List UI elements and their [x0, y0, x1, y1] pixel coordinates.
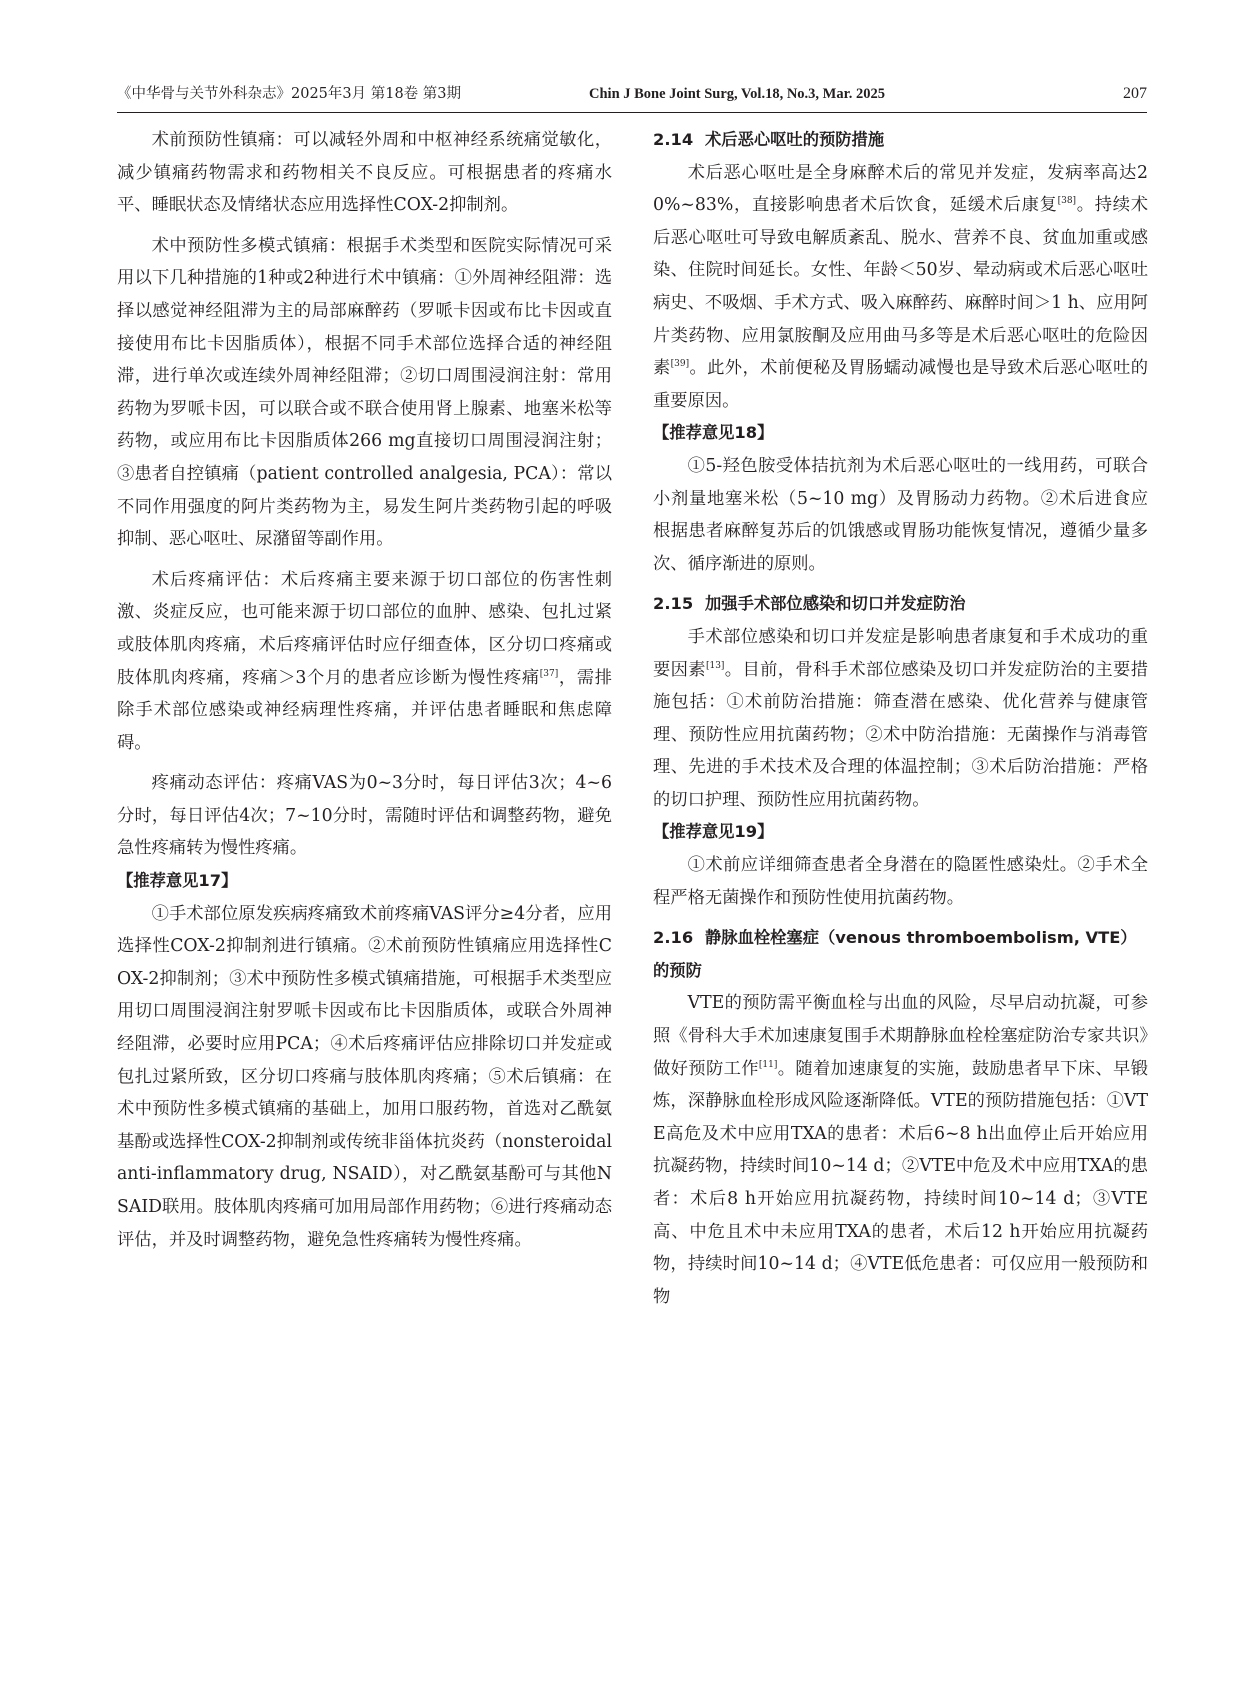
left-column	[117, 124, 612, 1256]
running-header	[117, 80, 1147, 108]
citation: [39]	[670, 359, 690, 370]
paragraph-preop-analgesia: 术前预防性镇痛：可以减轻外周和中枢神经系统痛觉敏化，减少镇痛药物需求和药物相关不良反应。可根据患者的疼痛水平、睡眠状态及情绪状态应用选择性COX-2抑制剂。	[117, 130, 612, 216]
page-number: 207	[1123, 85, 1147, 102]
recommendation-18-title: 【推荐意见18】	[653, 423, 774, 443]
journal-title-cn: 《中华骨与关节外科杂志》2025年3月 第18卷 第3期	[117, 86, 462, 102]
right-column	[653, 124, 1148, 1313]
paragraph-dynamic-assessment: 疼痛动态评估：疼痛VAS为0~3分时，每日评估3次；4~6分时，每日评估4次；7~10分时，需随时评估和调整药物，避免急性疼痛转为慢性疼痛。	[117, 773, 612, 859]
section-2-16-body: VTE的预防需平衡血栓与出血的风险，尽早启动抗凝，可参照《骨科大手术加速康复围手术期静脉血栓栓塞症防治专家共识》做好预防工作[11]。随着加速康复的实施，鼓励患者早下床、早锻炼，深静脉血栓形成风险逐渐降低。VTE的预防措施包括：①VTE高危及术中应用TXA的患者：术后6~8 h出血停止后开始应用抗凝药物，持续时间10~14 d；②VTE中危及术中应用TXA的患者：术后8 h开始应用抗凝药物，持续时间10~14 d；③VTE高、中危且术中未应用TXA的患者，术后12 h开始应用抗凝药物，持续时间10~14 d；④VTE低危患者：可仅应用一般预防和物	[653, 993, 1148, 1307]
recommendation-18-body: ①5-羟色胺受体拮抗剂为术后恶心呕吐的一线用药，可联合小剂量地塞米松（5~10 mg）及胃肠动力药物。②术后进食应根据患者麻醉复苏后的饥饿感或胃肠功能恢复情况，遵循少量多次、循序渐进的原则。	[653, 455, 1148, 574]
paragraph-intraop-analgesia: 术中预防性多模式镇痛：根据手术类型和医院实际情况可采用以下几种措施的1种或2种进行术中镇痛：①外周神经阻滞：选择以感觉神经阻滞为主的局部麻醉药（罗哌卡因或布比卡因或直接使用布比卡因脂质体），根据不同手术部位选择合适的神经阻滞，进行单次或连续外周神经阻滞；②切口周围浸润注射：常用药物为罗哌卡因，可以联合或不联合使用肾上腺素、地塞米松等药物，或应用布比卡因脂质体266 mg直接切口周围浸润注射；③患者自控镇痛（patient controlled analgesia, PCA）：常以不同作用强度的阿片类药物为主，易发生阿片类药物引起的呼吸抑制、恶心呕吐、尿潴留等副作用。	[117, 235, 612, 550]
recommendation-17-body: ①手术部位原发疾病疼痛致术前疼痛VAS评分≥4分者，应用选择性COX-2抑制剂进行镇痛。②术前预防性镇痛应用选择性COX-2抑制剂；③术中预防性多模式镇痛措施，可根据手术类型应用切口周围浸润注射罗哌卡因或布比卡因脂质体，或联合外周神经阻滞，必要时应用PCA；④术后疼痛评估应排除切口并发症或包扎过紧所致，区分切口疼痛与肢体肌肉疼痛；⑤术后镇痛：在术中预防性多模式镇痛的基础上，加用口服药物，首选对乙酰氨基酚或选择性COX-2抑制剂或传统非甾体抗炎药（nonsteroidal anti-inflammatory drug, NSAID），对乙酰氨基酚可与其他NSAID联用。肢体肌肉疼痛可加用局部作用药物；⑥进行疼痛动态评估，并及时调整药物，避免急性疼痛转为慢性疼痛。	[117, 903, 612, 1250]
section-2-14-body: 术后恶心呕吐是全身麻醉术后的常见并发症，发病率高达20%~83%，直接影响患者术后饮食，延缓术后康复[38]。持续术后恶心呕吐可导致电解质紊乱、脱水、营养不良、贫血加重或感染、住院时间延长。女性、年龄＜50岁、晕动病或术后恶心呕吐病史、不吸烟、手术方式、吸入麻醉药、麻醉时间＞1 h、应用阿片类药物、应用氯胺酮及应用曲马多等是术后恶心呕吐的危险因素[39]。此外，术前便秘及胃肠蠕动减慢也是导致术后恶心呕吐的重要原因。	[653, 162, 1148, 411]
citation: [11]	[758, 1059, 778, 1070]
journal-title-en: Chin J Bone Joint Surg, Vol.18, No.3, Mar. 2025	[589, 86, 885, 102]
section-2-14-heading: 2.14 术后恶心呕吐的预防措施	[653, 130, 885, 149]
section-2-15-heading: 2.15 加强手术部位感染和切口并发症防治	[653, 594, 966, 614]
recommendation-19-title: 【推荐意见19】	[653, 822, 774, 842]
citation: [38]	[1057, 196, 1077, 207]
section-2-16-heading: 2.16 静脉血栓栓塞症（venous thromboembolism, VTE）的预防	[653, 928, 1137, 980]
recommendation-19-body: ①术前应详细筛查患者全身潜在的隐匿性感染灶。②手术全程严格无菌操作和预防性使用抗菌药物。	[653, 855, 1148, 908]
paragraph-postop-pain-assessment: 术后疼痛评估：术后疼痛主要来源于切口部位的伤害性刺激、炎症反应，也可能来源于切口部位的血肿、感染、包扎过紧或肢体肌肉疼痛，术后疼痛评估时应仔细查体，区分切口疼痛或肢体肌肉疼痛，疼痛＞3个月的患者应诊断为慢性疼痛[37]，需排除手术部位感染或神经病理性疼痛，并评估患者睡眠和焦虑障碍。	[117, 569, 612, 753]
recommendation-17-title: 【推荐意见17】	[117, 871, 238, 891]
header-rule	[117, 112, 1147, 113]
citation: [13]	[705, 660, 725, 671]
section-2-15-body: 手术部位感染和切口并发症是影响患者康复和手术成功的重要因素[13]。目前，骨科手术部位感染及切口并发症防治的主要措施包括：①术前防治措施：筛查潜在感染、优化营养与健康管理、预防性应用抗菌药物；②术中防治措施：无菌操作与消毒管理、先进的手术技术及合理的体温控制；③术后防治措施：严格的切口护理、预防性应用抗菌药物。	[653, 626, 1148, 810]
citation: [37]	[539, 668, 559, 679]
